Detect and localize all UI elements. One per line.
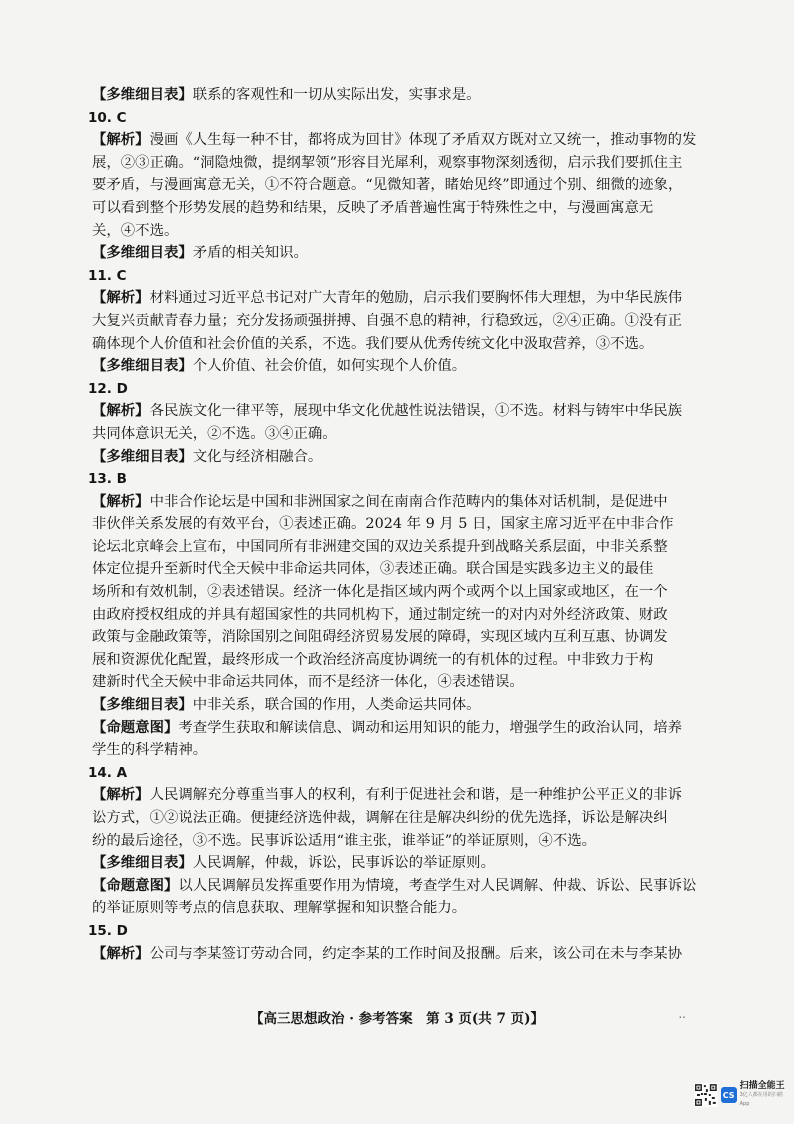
line-text: 漫画《人生每一种不甘，都将成为回甘》体现了矛盾双方既对立又统一，推动事物的发 — [149, 132, 697, 149]
line-text: 各民族文化一律平等，展现中华文化优越性说法错误，①不选。材料与铸牢中华民族 — [149, 403, 683, 420]
scanner-watermark — [694, 1078, 792, 1112]
question-answer: 11. C — [88, 267, 127, 284]
section-tag: 【多维细目表】 — [92, 86, 193, 103]
text-line — [88, 242, 700, 265]
text-line — [88, 649, 700, 672]
section-tag: 【多维细目表】 — [92, 696, 193, 714]
text-line — [88, 310, 700, 333]
text-line — [88, 830, 700, 853]
text-line — [88, 852, 700, 875]
section-tag: 【多维细目表】 — [92, 854, 193, 872]
line-text: 展和资源优化配置，最终形成一个政治经济高度协调统一的有机体的过程。中非致力于构 — [92, 651, 654, 668]
line-text: 共同体意识无关，②不选。③④正确。 — [92, 425, 337, 442]
text-line — [88, 491, 700, 514]
text-line — [88, 197, 700, 220]
line-text: 人民调解，仲裁，诉讼，民事诉讼的举证原则。 — [192, 855, 495, 872]
line-text: 以人民调解员发挥重要作用为情境，考查学生对人民调解、仲裁、诉讼、民事诉讼 — [178, 877, 697, 894]
qr-code-icon — [694, 1083, 718, 1107]
text-line — [88, 897, 700, 920]
line-text: 考查学生获取和解读信息、调动和运用知识的能力，增强学生的政治认同，培养 — [178, 719, 683, 736]
question-answer: 15. D — [88, 922, 128, 939]
text-line — [88, 581, 700, 604]
text-line — [88, 84, 700, 107]
scanner-tagline: 3亿人都在用的扫描App — [739, 1091, 783, 1107]
line-text: 材料通过习近平总书记对广大青年的勉励，启示我们要胸怀伟大理想，为中华民族伟 — [149, 290, 683, 307]
section-tag: 【解析】 — [92, 944, 150, 962]
text-line — [88, 671, 700, 694]
question-number — [88, 762, 700, 785]
line-text: 人民调解充分尊重当事人的权利，有利于促进社会和谐，是一种维护公平正义的非诉 — [149, 787, 683, 804]
section-tag: 【命题意图】 — [92, 718, 179, 736]
section-tag: 【解析】 — [92, 131, 150, 149]
line-text: 讼方式，①②说法正确。便捷经济选仲裁，调解在往是解决纠纷的优先选择，诉讼是解决纠 — [92, 810, 668, 826]
line-text: 建新时代全天候中非命运共同体，而不是经济一体化，④表述错误。 — [92, 674, 524, 691]
text-line — [88, 287, 700, 310]
question-answer: 12. D — [88, 380, 128, 397]
text-line — [88, 536, 700, 559]
line-text: 矛盾的相关知识。 — [192, 245, 308, 262]
text-line — [88, 423, 700, 446]
text-line — [88, 875, 700, 898]
text-line — [88, 604, 700, 627]
text-line — [88, 694, 700, 717]
line-text: 场所和有效机制，②表述错误。经济一体化是指区域内两个或两个以上国家或地区，在一个 — [92, 584, 668, 601]
page-footer: 【高三思想政治 · 参考答案 第 3 页(共 7 页)】 — [250, 1011, 544, 1027]
line-text: 要矛盾，与漫画寓意无关，①不符合题意。“见微知著，睹始见终”即通过个别、细微的迹象， — [92, 177, 683, 194]
question-number — [88, 468, 700, 491]
section-tag: 【多维细目表】 — [92, 447, 193, 465]
text-line — [88, 152, 700, 175]
scanner-app-name: 扫描全能王 — [739, 1080, 785, 1091]
question-answer: 14. A — [88, 764, 128, 781]
question-number — [88, 107, 700, 130]
text-line — [88, 220, 700, 243]
line-text: 中非关系，联合国的作用，人类命运共同体。 — [192, 697, 481, 714]
question-number — [88, 920, 700, 943]
text-line — [88, 739, 700, 762]
text-line — [88, 626, 700, 649]
line-text: 纷的最后途径，③不选。民事诉讼适用“谁主张，谁举证”的举证原则，④不选。 — [92, 832, 596, 849]
line-text: 公司与李某签订劳动合同，约定李某的工作时间及报酬。后来，该公司在未与李某协 — [149, 945, 683, 962]
question-number — [88, 378, 700, 401]
text-line — [88, 446, 700, 469]
line-text: 可以看到整个形势发展的趋势和结果，反映了矛盾普遍性寓于特殊性之中，与漫画寓意无 — [92, 199, 654, 216]
line-text: 关，④不选。 — [92, 222, 179, 239]
question-number — [88, 265, 700, 288]
text-line — [88, 558, 700, 581]
line-text: 论坛北京峰会上宣布，中国同所有非洲建交国的双边关系提升到战略关系层面，中非关系整 — [92, 538, 668, 555]
text-line — [88, 717, 700, 740]
line-text: 学生的科学精神。 — [92, 742, 208, 759]
section-tag: 【解析】 — [92, 402, 150, 420]
line-text: 文化与经济相融合。 — [192, 448, 323, 465]
line-text: 确体现个人价值和社会价值的关系，不选。我们要从优秀传统文化中汲取营养，③不选。 — [92, 335, 654, 352]
text-line — [88, 355, 700, 378]
section-tag: 【多维细目表】 — [92, 244, 193, 262]
text-line — [88, 784, 700, 807]
scanner-logo-icon: CS — [721, 1087, 737, 1103]
question-answer: 10. C — [88, 109, 127, 126]
line-text: 政策与金融政策等，消除国别之间阻碍经济贸易发展的障碍，实现区域内互利互惠、协调发 — [92, 629, 668, 646]
text-line — [88, 174, 700, 197]
line-text: 中非合作论坛是中国和非洲国家之间在南南合作范畴内的集体对话机制，是促进中 — [149, 493, 668, 510]
section-tag: 【解析】 — [92, 289, 150, 307]
line-text: 个人价值、社会价值，如何实现个人价值。 — [192, 358, 467, 375]
section-tag: 【解析】 — [92, 492, 150, 510]
text-line — [88, 513, 700, 536]
section-tag: 【解析】 — [92, 786, 150, 804]
line-text: 的举证原则等考点的信息获取、理解掌握和知识整合能力。 — [92, 900, 467, 917]
section-tag: 【命题意图】 — [92, 876, 179, 894]
line-text: 大复兴贡献青春力量；充分发扬顽强拼搏、自强不息的精神，行稳致远，②④正确。①没有正 — [92, 312, 683, 329]
answer-body — [88, 84, 700, 965]
line-text: 体定位提升至新时代全天候中非命运共同体，③表述正确。联合国是实践多边主义的最佳 — [92, 561, 654, 578]
line-text: 非伙伴关系发展的有效平台，①表述正确。2024 年 9 月 5 日，国家主席习近平在中非合作 — [92, 516, 674, 533]
text-line — [88, 400, 700, 423]
text-line — [88, 129, 700, 152]
line-text: 由政府授权组成的并具有超国家性的共同机构下，通过制定统一的对内对外经济政策、财政 — [92, 606, 668, 623]
text-line — [88, 807, 700, 830]
text-line — [88, 943, 700, 966]
question-answer: 13. B — [88, 471, 127, 488]
footer-dots: .. — [678, 1007, 686, 1021]
text-line — [88, 333, 700, 356]
section-tag: 【多维细目表】 — [92, 357, 193, 375]
line-text: 联系的客观性和一切从实际出发，实事求是。 — [192, 87, 481, 103]
line-text: 展，②③正确。“洞隐烛微，提纲挈领”形容目光犀利，观察事物深刻透彻，启示我们要抓住主 — [92, 154, 683, 171]
